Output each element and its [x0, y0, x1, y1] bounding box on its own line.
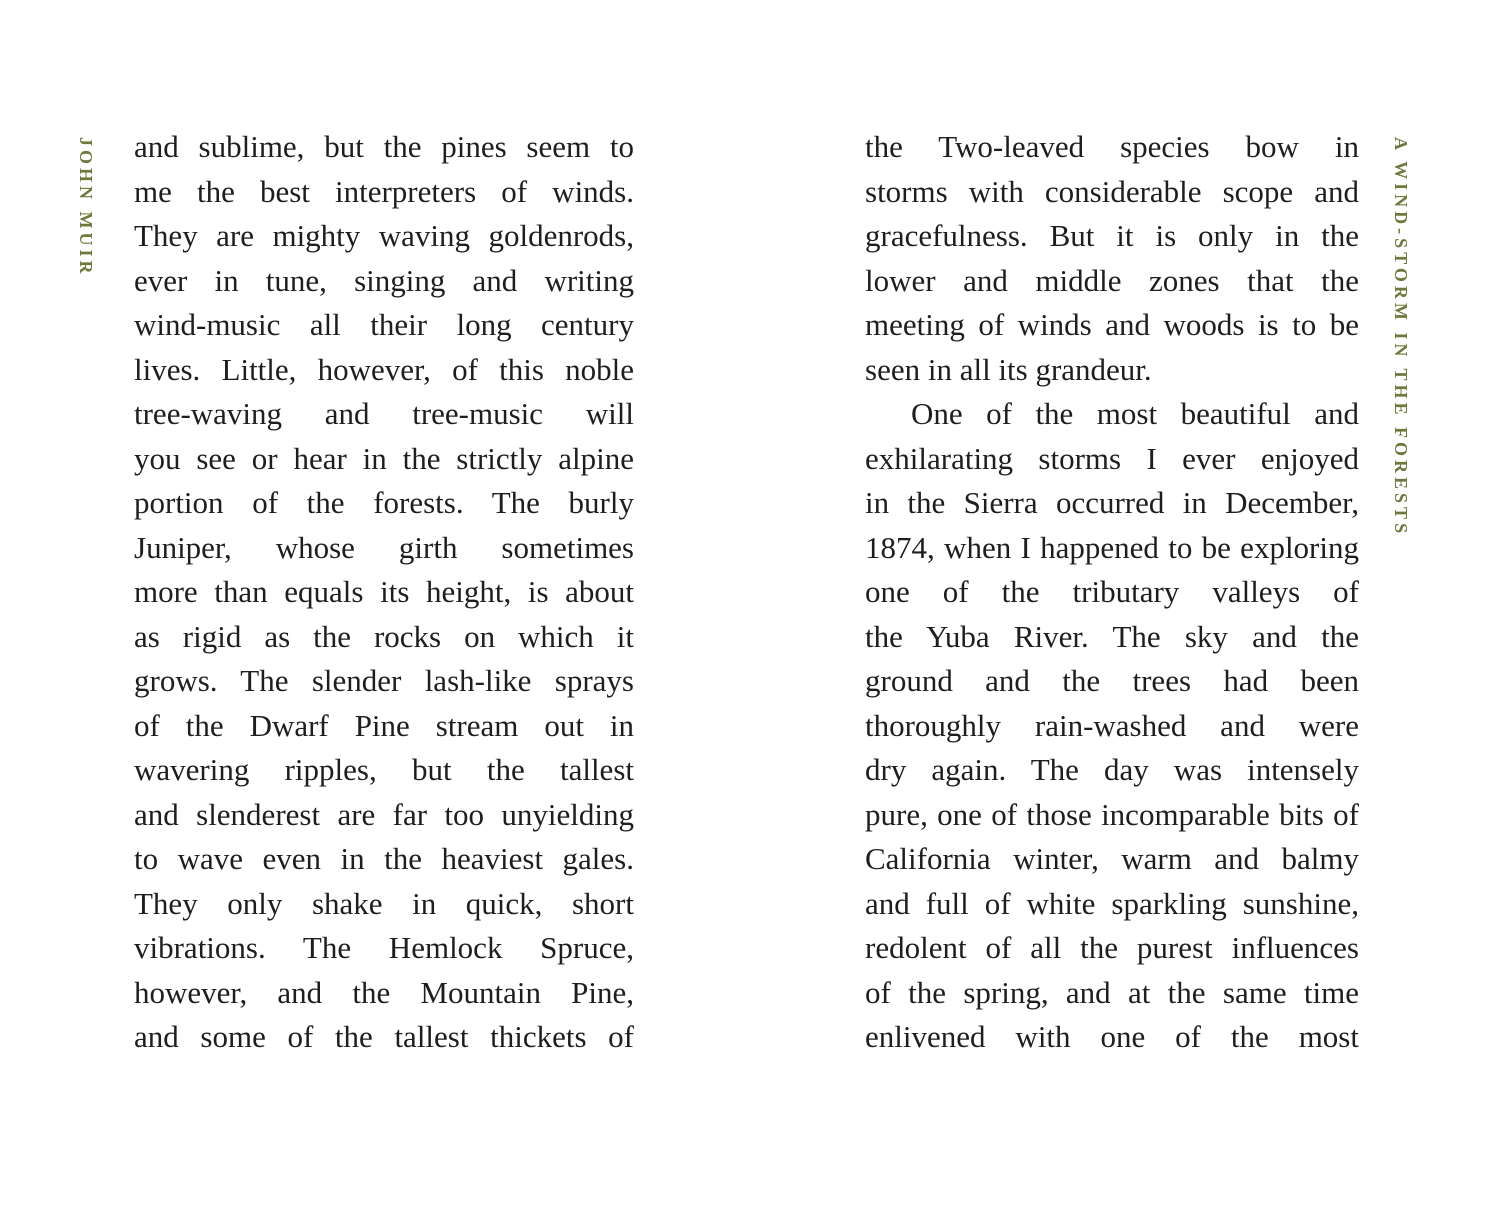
text-line: storms with considerable scope and: [865, 173, 1359, 209]
text-line: and some of the tallest thickets of: [134, 1019, 634, 1054]
text-line: grows. The slender lash-like sprays: [134, 663, 634, 698]
text-line: portion of the forests. The burly: [134, 485, 634, 520]
text-line: of the spring, and at the same time: [865, 974, 1359, 1010]
text-line: pure, one of those incomparable bits of: [865, 796, 1359, 832]
text-line: however, and the Mountain Pine,: [134, 974, 634, 1010]
text-line: vibrations. The Hemlock Spruce,: [134, 930, 634, 965]
text-line: tree-waving and tree-music will: [134, 396, 634, 431]
text-line: one of the tributary valleys of: [865, 574, 1359, 609]
text-line: ground and the trees had been: [865, 663, 1359, 698]
text-line: in the Sierra occurred in December,: [865, 485, 1359, 520]
text-line: One of the most beautiful and: [911, 396, 1359, 431]
text-line: They are mighty waving goldenrods,: [134, 218, 634, 253]
right-margin-chapter-title-label: A WIND-STORM IN THE FORESTS: [1391, 137, 1411, 538]
text-line: enlivened with one of the most: [865, 1019, 1359, 1054]
right-page-text-column: [865, 125, 1359, 1060]
text-line: exhilarating storms I ever enjoyed: [865, 440, 1359, 476]
text-line: redolent of all the purest influences: [865, 930, 1359, 965]
text-line: seen in all its grandeur.: [865, 351, 1152, 387]
text-line: wind-music all their long century: [134, 307, 634, 342]
text-line: They only shake in quick, short: [134, 885, 634, 921]
text-line: more than equals its height, is about: [134, 574, 634, 609]
text-line: as rigid as the rocks on which it: [134, 618, 634, 654]
text-line: gracefulness. But it is only in the: [865, 218, 1359, 253]
text-line: the Yuba River. The sky and the: [865, 618, 1359, 654]
text-line: the Two-leaved species bow in: [865, 129, 1359, 164]
left-margin-author-label: JOHN MUIR: [76, 137, 96, 278]
text-line: and slenderest are far too unyielding: [134, 796, 634, 832]
text-line: California winter, warm and balmy: [865, 841, 1359, 876]
text-line: meeting of winds and woods is to be: [865, 307, 1359, 342]
text-line: 1874, when I happened to be exploring: [865, 529, 1359, 565]
text-line: thoroughly rain-washed and were: [865, 707, 1359, 743]
text-line: of the Dwarf Pine stream out in: [134, 707, 634, 743]
text-line: lower and middle zones that the: [865, 262, 1359, 298]
text-line: me the best interpreters of winds.: [134, 173, 634, 209]
text-line: you see or hear in the strictly alpine: [134, 440, 634, 476]
text-line: dry again. The day was intensely: [865, 752, 1359, 787]
text-line: lives. Little, however, of this noble: [134, 351, 634, 387]
text-line: and full of white sparkling sunshine,: [865, 885, 1359, 921]
left-page-text-column: [134, 125, 634, 1060]
text-line: to wave even in the heaviest gales.: [134, 841, 634, 876]
text-line: wavering ripples, but the tallest: [134, 752, 634, 787]
text-line: Juniper, whose girth sometimes: [134, 529, 634, 565]
text-line: and sublime, but the pines seem to: [134, 129, 634, 164]
text-line: ever in tune, singing and writing: [134, 262, 634, 298]
